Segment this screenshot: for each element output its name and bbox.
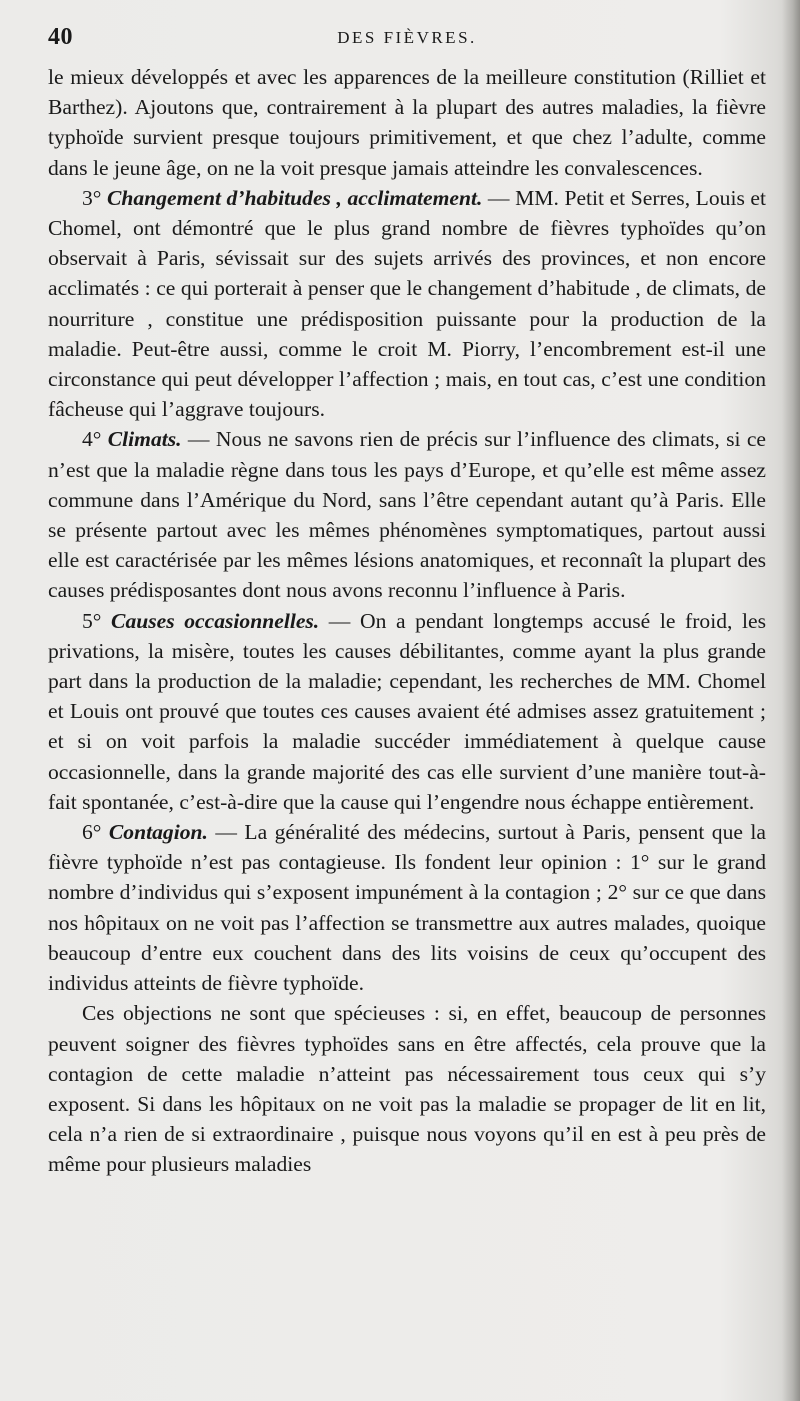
- paragraph: [48, 424, 766, 605]
- section-title: Climats.: [107, 427, 182, 452]
- paragraph: [48, 606, 766, 817]
- running-title: DES FIÈVRES.: [337, 28, 477, 47]
- section-separator: —: [207, 820, 245, 845]
- section-title: Changement d’habitudes , acclimatement.: [107, 185, 483, 210]
- paragraph: [48, 183, 766, 425]
- paragraph-text: La généralité des médecins, surtout à Paris, pensent que la fièvre typhoïde n’est pas contagieuse. Ils fondent leur opinion : 1° sur le grand nombre d’individus qui s’exposent impunément à la contagion ; 2° sur ce que dans nos hôpitaux on ne voit pas l’affection se transmettre aux autres malades, quoique beaucoup d’entre eux couchent dans des lits voisins de ceux qu’occupent des individus atteints de fièvre typhoïde.: [48, 820, 766, 996]
- section-number: 6°: [82, 820, 109, 845]
- paragraph-text: Nous ne savons rien de précis sur l’influence des climats, si ce n’est que la maladie règne dans tous les pays d’Europe, et qu’elle est même assez commune dans l’Amérique du Nord, sans l’être cependant autant qu’à Paris. Elle se présente partout avec les mêmes phénomènes symptomatiques, partout aussi elle est caractérisée par les mêmes lésions anatomiques, et reconnaît la plupart des causes prédisposantes dont nous avons reconnu l’influence à Paris.: [48, 427, 766, 603]
- paragraph-text: le mieux développés et avec les apparences de la meilleure constitution (Rilliet et Barthez). Ajoutons que, contrairement à la plupart des autres maladies, la fièvre typhoïde survient presque toujours primitivement, et que chez l’adulte, comme dans le jeune âge, on ne la voit presque jamais atteindre les convalescences.: [48, 65, 766, 180]
- page-header: [48, 24, 766, 54]
- page-edge-shadow: [782, 0, 800, 1401]
- paragraph: [48, 998, 766, 1179]
- paragraph: [48, 62, 766, 183]
- paragraph: [48, 817, 766, 998]
- section-number: 5°: [82, 608, 112, 633]
- section-separator: —: [482, 185, 516, 210]
- body-text: [48, 62, 766, 1180]
- paragraph-text: On a pendant longtemps accusé le froid, les privations, la misère, toutes les causes débilitantes, comme ayant la plus grande part dans la production de la maladie; cependant, les recherches de MM. Chomel et Louis ont prouvé que toutes ces causes avaient été admises assez gratuitement ; et si on voit parfois la maladie succéder immédiatement à quelque cause occasionnelle, dans la grande majorité des cas elle survient d’une manière tout-à-fait spontanée, c’est-à-dire que la cause qui l’engendre nous échappe entièrement.: [48, 608, 766, 814]
- paragraph-text: Ces objections ne sont que spécieuses : si, en effet, beaucoup de personnes peuvent soigner des fièvres typhoïdes sans en être affectés, cela prouve que la contagion de cette maladie n’atteint pas nécessairement tous ceux qui s’y exposent. Si dans les hôpitaux on ne voit pas la maladie se propager de lit en lit, cela n’a rien de si extraordinaire , puisque nous voyons qu’il en est à peu près de même pour plusieurs maladies: [48, 1001, 766, 1177]
- section-separator: —: [181, 427, 216, 452]
- section-number: 3°: [82, 185, 107, 210]
- section-separator: —: [319, 608, 360, 633]
- section-title: Causes occasionnelles.: [111, 608, 320, 633]
- page-number: 40: [48, 24, 73, 50]
- paragraph-text: MM. Petit et Serres, Louis et Chomel, ont démontré que le plus grand nombre de fièvres typhoïdes qu’on observait à Paris, sévissait sur des sujets arrivés des provinces, et non encore acclimatés : ce qui porterait à penser que le changement d’habitude , de climats, de nourriture , constitue une prédisposition puissante pour la production de la maladie. Peut-être aussi, comme le croit M. Piorry, l’encombrement est-il une circonstance qui peut développer l’affection ; mais, en tout cas, c’est une condition fâcheuse qui l’aggrave toujours.: [48, 185, 766, 422]
- section-title: Contagion.: [108, 820, 208, 845]
- section-number: 4°: [82, 427, 108, 452]
